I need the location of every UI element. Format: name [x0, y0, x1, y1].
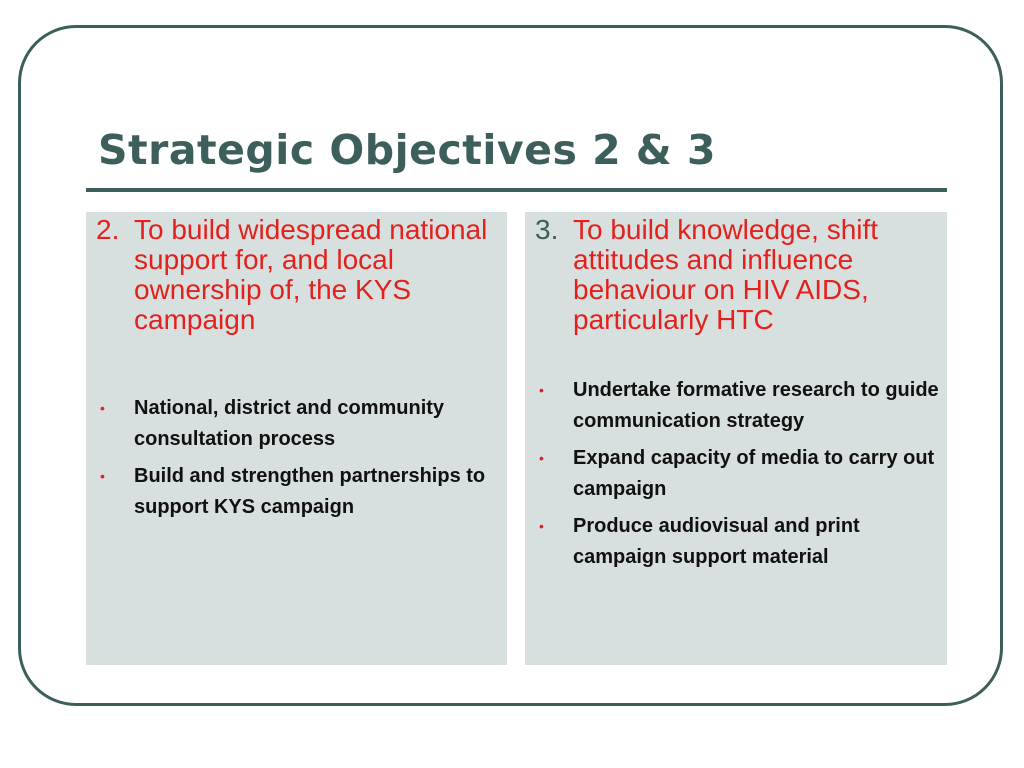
bullet-text: Undertake formative research to guide communication strategy	[573, 379, 939, 432]
list-item	[96, 393, 501, 455]
bullet-icon: •	[539, 518, 544, 534]
objective-3-text: To build knowledge, shift attitudes and influence behaviour on HIV AIDS, particularly HTC	[573, 214, 879, 335]
bullet-text: Produce audiovisual and print campaign support material	[573, 515, 860, 568]
objective-2-number: 2.	[96, 214, 120, 245]
objective-2-bullet-list	[96, 393, 501, 523]
list-item	[96, 461, 501, 523]
objective-2-heading	[96, 215, 501, 335]
objective-3-number: 3.	[535, 214, 559, 245]
slide-title: Strategic Objectives 2 & 3	[98, 126, 716, 174]
list-item	[535, 511, 941, 573]
bullet-icon: •	[539, 450, 544, 466]
bullet-text: National, district and community consultation process	[134, 397, 445, 450]
title-divider	[86, 188, 947, 192]
bullet-text: Expand capacity of media to carry out campaign	[573, 447, 935, 500]
bullet-icon: •	[100, 468, 105, 484]
objective-3-bullet-list	[535, 375, 941, 573]
bullet-text: Build and strengthen partnerships to support KYS campaign	[134, 465, 486, 518]
list-item	[535, 443, 941, 505]
objective-3-panel	[525, 212, 947, 665]
bullet-icon: •	[100, 400, 105, 416]
objective-2-panel	[86, 212, 507, 665]
list-item	[535, 375, 941, 437]
bullet-icon: •	[539, 382, 544, 398]
objective-2-text: To build widespread national support for, and local ownership of, the KYS campaign	[134, 214, 488, 335]
objective-3-heading	[535, 215, 941, 335]
